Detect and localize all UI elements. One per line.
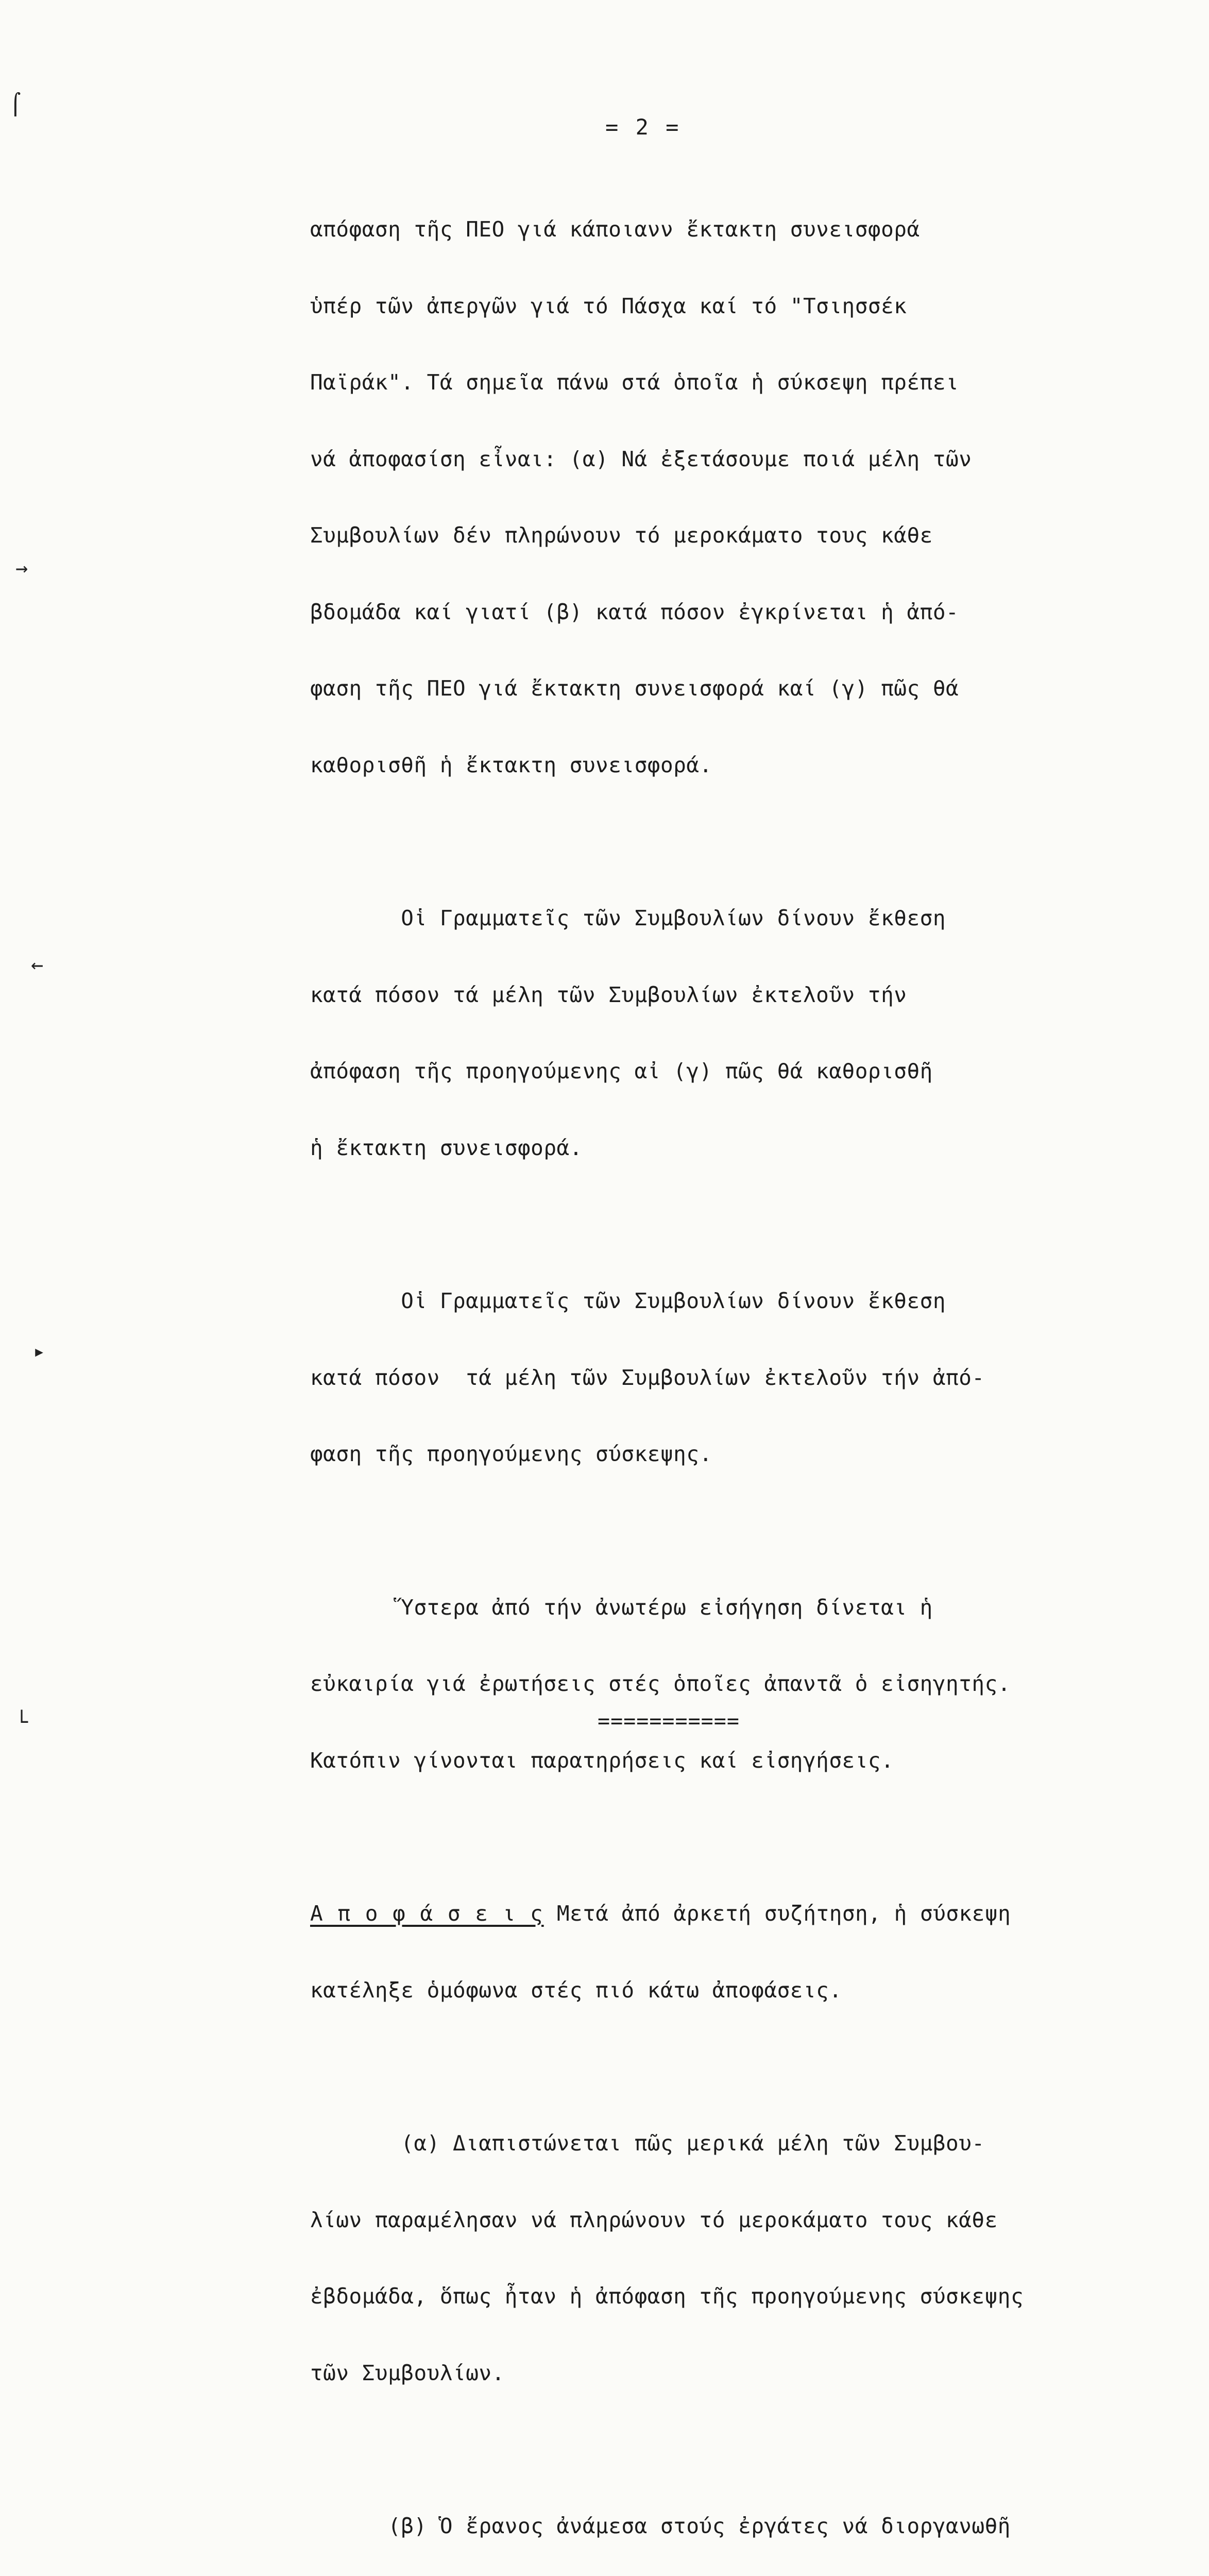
page-number: = 2 = xyxy=(605,114,681,140)
text-line: κατά πόσον τά μέλη τῶν Συμβουλίων ἐκτελοῦν τήν xyxy=(310,982,907,1007)
text-line: Συμβουλίων δέν πληρώνουν τό μεροκάματο τους κάθε xyxy=(310,523,933,548)
text-line: βδομάδα καί γιατί (β) κατά πόσον ἐγκρίνεται ἡ ἀπό- xyxy=(310,599,959,624)
document-body xyxy=(310,166,1155,2576)
text-line: νά ἀποφασίση εἶναι: (α) Νά ἐξετάσουμε ποιά μέλη τῶν xyxy=(310,446,972,471)
margin-mark: └ xyxy=(15,1710,28,1734)
text-line: ὑπέρ τῶν ἀπεργῶν γιά τό Πάσχα καί τό "Τσιησσέκ xyxy=(310,293,907,318)
text-line: φαση τῆς προηγούμενης σύσκεψης. xyxy=(310,1442,712,1466)
margin-mark: ▸ xyxy=(33,1340,46,1363)
paragraph-secretaries-report-1 xyxy=(310,855,1155,1212)
text-line: Κατόπιν γίνονται παρατηρήσεις καί εἰσηγήσεις. xyxy=(310,1748,894,1773)
paragraph-questions xyxy=(310,1544,1155,1825)
text-line: ἐβδομάδα, ὅπως ἦταν ἡ ἀπόφαση τῆς προηγούμενης σύσκεψης xyxy=(310,2284,1024,2309)
text-line: κατά πόσον τά μέλη τῶν Συμβουλίων ἐκτελοῦν τήν ἀπό- xyxy=(310,1365,985,1390)
paragraph-intro xyxy=(310,166,1155,829)
margin-mark: → xyxy=(15,556,28,580)
decisions-heading: Α π ο φ ά σ ε ι ς xyxy=(310,1901,544,1926)
text-line: Ὕστερα ἀπό τήν ἀνωτέρω εἰσήγηση δίνεται ἡ xyxy=(310,1595,933,1620)
text-line: τῶν Συμβουλίων. xyxy=(310,2360,505,2385)
closing-rule: =========== xyxy=(598,1709,740,1733)
decision-b xyxy=(310,2463,1155,2576)
text-line: απόφαση τῆς ΠΕΟ γιά κάποιανν ἔκτακτη συνεισφορά xyxy=(310,217,920,242)
text-line: καθορισθῆ ἡ ἔκτακτη συνεισφορά. xyxy=(310,752,712,777)
text-line: κατέληξε ὁμόφωνα στές πιό κάτω ἀποφάσεις. xyxy=(310,1977,842,2003)
text-line: λίων παραμέλησαν νά πληρώνουν τό μεροκάματο τους κάθε xyxy=(310,2207,998,2232)
text-line: φαση τῆς ΠΕΟ γιά ἔκτακτη συνεισφορά καί (γ) πῶς θά xyxy=(310,676,959,701)
text-line: (α) Διαπιστώνεται πῶς μερικά μέλη τῶν Συμβου- xyxy=(310,2131,985,2156)
decision-a xyxy=(310,2080,1155,2437)
text-line: εὐκαιρία γιά ἐρωτήσεις στές ὁποῖες ἀπαντᾶ ὁ εἰσηγητής. xyxy=(310,1671,1011,1696)
text-line xyxy=(310,1901,1155,1927)
decisions-intro xyxy=(310,1850,1155,2054)
text-line: ἡ ἔκτακτη συνεισφορά. xyxy=(310,1135,583,1160)
decisions-intro-first: Μετά ἀπό ἀρκετή συζήτηση, ἡ σύσκεψη xyxy=(543,1901,1011,1926)
text-line: Οἱ Γραμματεῖς τῶν Συμβουλίων δίνουν ἔκθεση xyxy=(310,906,946,930)
margin-mark: ← xyxy=(31,953,44,977)
paragraph-secretaries-report-2 xyxy=(310,1238,1155,1518)
margin-mark: ⌠ xyxy=(9,93,22,116)
text-line: ἀπόφαση τῆς προηγούμενης αἰ (γ) πῶς θά καθορισθῆ xyxy=(310,1059,933,1083)
text-line: Οἱ Γραμματεῖς τῶν Συμβουλίων δίνουν ἔκθεση xyxy=(310,1289,946,1313)
text-line: Παϊράκ". Τά σημεῖα πάνω στά ὁποῖα ἡ σύκσεψη πρέπει xyxy=(310,370,959,395)
text-line: (β) Ὁ ἔρανος ἀνάμεσα στούς ἐργάτες νά διοργανωθῆ xyxy=(310,2514,1011,2538)
